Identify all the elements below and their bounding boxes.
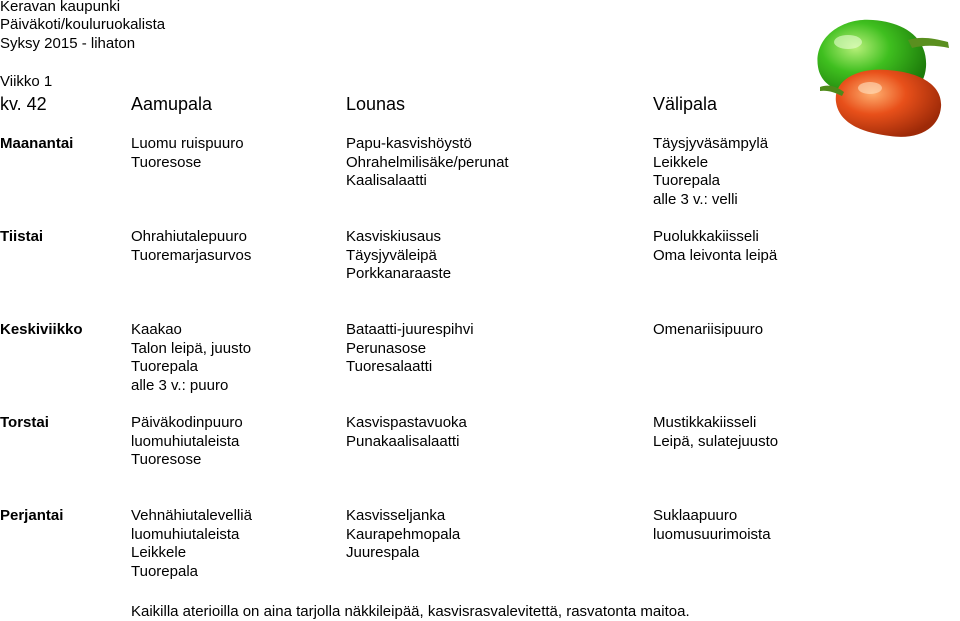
menu-item: Vehnähiutalevelliä: [131, 507, 252, 524]
menu-item: Päiväkodinpuuro: [131, 414, 243, 431]
menu-item: Talon leipä, juusto: [131, 339, 252, 357]
menu-item: Tuorepala: [131, 358, 198, 375]
menu-item: Kaalisalaatti: [346, 172, 427, 189]
day-label-wednesday: Keskiviikko: [0, 321, 83, 338]
wednesday-breakfast: [131, 321, 251, 395]
menu-item: Tuoresose: [131, 451, 202, 468]
menu-item: Ohrahelmilisäke/perunat: [346, 153, 509, 171]
wednesday-lunch: [346, 321, 474, 377]
menu-item: Tuorepala: [131, 562, 198, 580]
day-label-friday: Perjantai: [0, 507, 64, 524]
week-number-heading: kv. 42: [0, 94, 47, 114]
bell-peppers-icon: [808, 12, 958, 147]
menu-item: Kasvisseljanka: [346, 507, 446, 524]
thursday-breakfast: [131, 414, 243, 470]
menu-item: Täysjyväleipä: [346, 246, 437, 264]
menu-item: Bataatti-juurespihvi: [346, 321, 474, 338]
friday-lunch: [346, 507, 460, 563]
menu-item: Porkkanaraaste: [346, 265, 452, 282]
list-title: Päiväkoti/kouluruokalista: [0, 16, 166, 33]
menu-item: Leikkele: [131, 544, 187, 561]
menu-item: alle 3 v.: velli: [653, 190, 738, 208]
monday-breakfast: [131, 135, 244, 172]
menu-item: Kasviskiusaus: [346, 228, 442, 245]
footer-note: Kaikilla aterioilla on aina tarjolla näkkileipää, kasvisrasvalevitettä, rasvatonta maitoa.: [131, 603, 690, 620]
day-label-tuesday: Tiistai: [0, 228, 44, 245]
friday-snack: [653, 507, 771, 544]
menu-item: Punakaalisalaatti: [346, 432, 460, 450]
menu-item: Omenariisipuuro: [653, 321, 764, 338]
monday-lunch: [346, 135, 509, 191]
menu-item: Oma leivonta leipä: [653, 246, 778, 264]
menu-item: Kaurapehmopala: [346, 525, 461, 543]
menu-item: Ohrahiutalepuuro: [131, 228, 247, 245]
menu-item: Papu-kasvishöystö: [346, 135, 472, 152]
breakfast-heading: Aamupala: [131, 94, 213, 114]
menu-item: Kaakao: [131, 321, 182, 338]
city-name: Keravan kaupunki: [0, 0, 121, 15]
menu-item: Suklaapuuro: [653, 507, 738, 524]
week-label: Viikko 1: [0, 73, 53, 90]
day-label-monday: Maanantai: [0, 135, 74, 152]
menu-item: Leipä, sulatejuusto: [653, 432, 779, 450]
thursday-snack: [653, 414, 778, 451]
menu-item: Tuorepala: [653, 172, 720, 189]
monday-snack: [653, 135, 768, 209]
menu-item: Puolukkakiisseli: [653, 228, 759, 245]
menu-item: Tuoremarjasurvos: [131, 246, 252, 264]
menu-item: Täysjyväsämpylä: [653, 135, 769, 152]
menu-item: Perunasose: [346, 339, 427, 357]
tuesday-snack: [653, 228, 777, 265]
thursday-lunch: [346, 414, 467, 451]
day-label-thursday: Torstai: [0, 414, 49, 431]
menu-item: alle 3 v.: puuro: [131, 376, 229, 394]
wednesday-snack: [653, 321, 763, 340]
menu-item: luomusuurimoista: [653, 525, 771, 543]
lunch-heading: Lounas: [346, 94, 406, 114]
friday-breakfast: [131, 507, 252, 581]
menu-item: Tuoresose: [131, 153, 202, 171]
menu-item: Tuoresalaatti: [346, 358, 433, 375]
menu-item: Kasvispastavuoka: [346, 414, 467, 431]
tuesday-breakfast: [131, 228, 251, 265]
menu-item: Mustikkakiisseli: [653, 414, 757, 431]
menu-item: luomuhiutaleista: [131, 432, 240, 450]
season-title: Syksy 2015 - lihaton: [0, 35, 136, 52]
snack-heading: Välipala: [653, 94, 718, 114]
tuesday-lunch: [346, 228, 451, 284]
menu-item: Leikkele: [653, 153, 709, 171]
menu-item: Juurespala: [346, 544, 420, 561]
menu-item: Luomu ruispuuro: [131, 135, 244, 152]
menu-item: luomuhiutaleista: [131, 525, 240, 543]
